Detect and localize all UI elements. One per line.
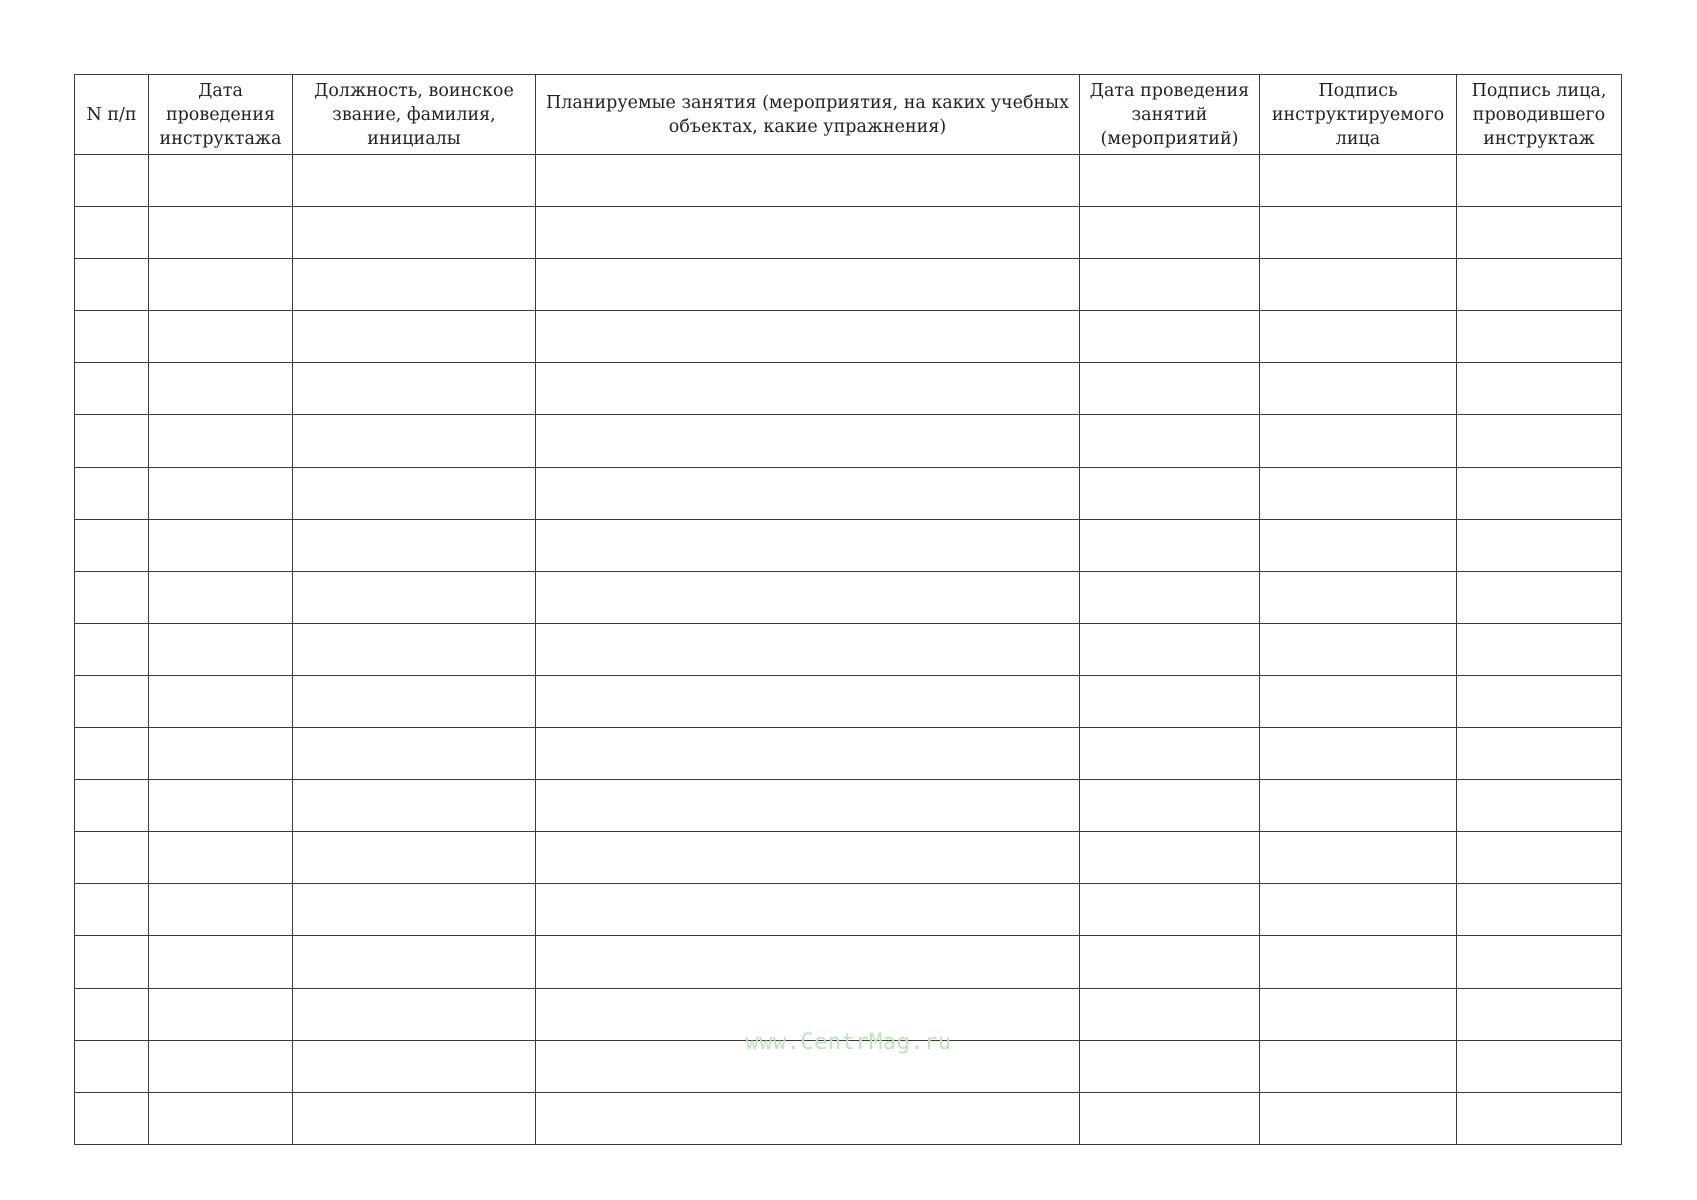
table-cell [1457,1092,1622,1144]
table-cell [1260,1040,1457,1092]
table-row [75,988,1622,1040]
table-cell [293,884,536,936]
table-cell [293,936,536,988]
table-body [75,155,1622,1145]
table-cell [1260,1092,1457,1144]
table-cell [1080,259,1260,311]
table-cell [75,623,149,675]
table-cell [1080,467,1260,519]
header-instructed-signature: Подпись инструктируемого лица [1260,75,1457,155]
table-cell [536,988,1080,1040]
table-cell [75,155,149,207]
table-cell [75,780,149,832]
table-row [75,832,1622,884]
table-cell [1080,363,1260,415]
table-cell [1260,467,1457,519]
table-cell [1260,728,1457,780]
table-cell [293,1092,536,1144]
table-row [75,363,1622,415]
table-cell [293,207,536,259]
table-cell [1080,155,1260,207]
table-cell [149,207,293,259]
table-cell [293,1040,536,1092]
table-row [75,467,1622,519]
table-cell [293,832,536,884]
table-cell [1260,780,1457,832]
table-cell [1260,363,1457,415]
table-cell [149,936,293,988]
table-cell [1080,519,1260,571]
table-cell [293,988,536,1040]
table-cell [75,519,149,571]
table-cell [536,884,1080,936]
table-cell [149,571,293,623]
table-cell [1457,363,1622,415]
table-cell [75,936,149,988]
table-cell [75,311,149,363]
table-cell [1260,259,1457,311]
table-cell [149,519,293,571]
header-number: N п/п [75,75,149,155]
table-cell [75,467,149,519]
table-cell [1260,675,1457,727]
table-cell [1080,1040,1260,1092]
table-cell [149,259,293,311]
table-row [75,1092,1622,1144]
table-cell [1457,415,1622,467]
table-cell [75,259,149,311]
table-cell [1457,832,1622,884]
table-cell [1457,988,1622,1040]
table-cell [536,780,1080,832]
table-row [75,311,1622,363]
table-cell [149,363,293,415]
table-row [75,519,1622,571]
watermark: www.CentrMag.ru [745,1030,952,1055]
table-row [75,155,1622,207]
table-cell [1260,311,1457,363]
table-cell [1080,936,1260,988]
table-cell [1080,623,1260,675]
table-cell [536,207,1080,259]
table-cell [536,467,1080,519]
header-instruction-date: Дата проведения инструктажа [149,75,293,155]
table-cell [1457,467,1622,519]
table-cell [1080,675,1260,727]
table-row [75,780,1622,832]
table-row [75,936,1622,988]
table-cell [293,780,536,832]
table-cell [149,884,293,936]
table-cell [536,832,1080,884]
table-cell [75,1092,149,1144]
table-cell [293,415,536,467]
table-cell [536,519,1080,571]
table-cell [293,728,536,780]
table-cell [1457,571,1622,623]
table-cell [149,415,293,467]
table-cell [1080,571,1260,623]
table-cell [536,1040,1080,1092]
table-cell [293,311,536,363]
table-cell [149,1040,293,1092]
table-cell [75,207,149,259]
header-instructor-signature: Подпись лица, проводившего инструктаж [1457,75,1622,155]
table-cell [293,519,536,571]
header-position-rank-name: Должность, воинское звание, фамилия, инициалы [293,75,536,155]
table-cell [536,623,1080,675]
table-cell [1457,311,1622,363]
table-cell [293,675,536,727]
table-cell [1260,207,1457,259]
table-row [75,207,1622,259]
table-row [75,728,1622,780]
table-cell [1080,311,1260,363]
table-cell [1457,519,1622,571]
table-cell [1457,259,1622,311]
table-cell [149,675,293,727]
table-cell [293,363,536,415]
table-cell [1457,675,1622,727]
table-cell [1457,1040,1622,1092]
table-row [75,259,1622,311]
table-cell [536,728,1080,780]
table-cell [75,728,149,780]
table-cell [1457,155,1622,207]
table-cell [149,311,293,363]
table-cell [1080,988,1260,1040]
instruction-journal-table [74,74,1622,1145]
table-cell [1080,780,1260,832]
table-cell [75,1040,149,1092]
table-cell [536,311,1080,363]
table-cell [1260,832,1457,884]
table-cell [1260,884,1457,936]
table-cell [293,571,536,623]
table-cell [75,832,149,884]
table-cell [75,415,149,467]
table-cell [149,467,293,519]
table-cell [1457,936,1622,988]
table-cell [149,728,293,780]
table-cell [536,1092,1080,1144]
table-cell [1260,519,1457,571]
table-cell [149,623,293,675]
table-header-row [75,75,1622,155]
table-cell [1457,207,1622,259]
table-cell [1260,936,1457,988]
table-cell [536,363,1080,415]
table-row [75,623,1622,675]
table-cell [1080,415,1260,467]
table-cell [149,988,293,1040]
table-cell [75,571,149,623]
table-cell [536,675,1080,727]
table-cell [293,623,536,675]
table-cell [536,155,1080,207]
table-cell [536,936,1080,988]
table-cell [1080,728,1260,780]
table-cell [293,155,536,207]
table-row [75,571,1622,623]
table-cell [75,363,149,415]
table-row [75,884,1622,936]
table-cell [75,675,149,727]
table-row [75,1040,1622,1092]
table-cell [149,1092,293,1144]
table-cell [293,467,536,519]
table-cell [1260,623,1457,675]
table-cell [149,155,293,207]
table-cell [1080,1092,1260,1144]
table-cell [149,832,293,884]
table-cell [1457,780,1622,832]
table-cell [1080,207,1260,259]
table-cell [1457,884,1622,936]
table-cell [1080,884,1260,936]
table-cell [1457,623,1622,675]
table-cell [75,988,149,1040]
table-cell [536,571,1080,623]
table-cell [1457,728,1622,780]
table-cell [1260,571,1457,623]
table-row [75,415,1622,467]
table-cell [1260,988,1457,1040]
table-cell [293,259,536,311]
table-cell [1260,155,1457,207]
table-cell [75,884,149,936]
table-cell [536,259,1080,311]
header-activity-date: Дата проведения занятий (мероприятий) [1080,75,1260,155]
table-cell [1260,415,1457,467]
table-cell [149,780,293,832]
table-cell [1080,832,1260,884]
table-row [75,675,1622,727]
table-cell [536,415,1080,467]
header-planned-activities: Планируемые занятия (мероприятия, на каких учебных объектах, какие упражнения) [536,75,1080,155]
